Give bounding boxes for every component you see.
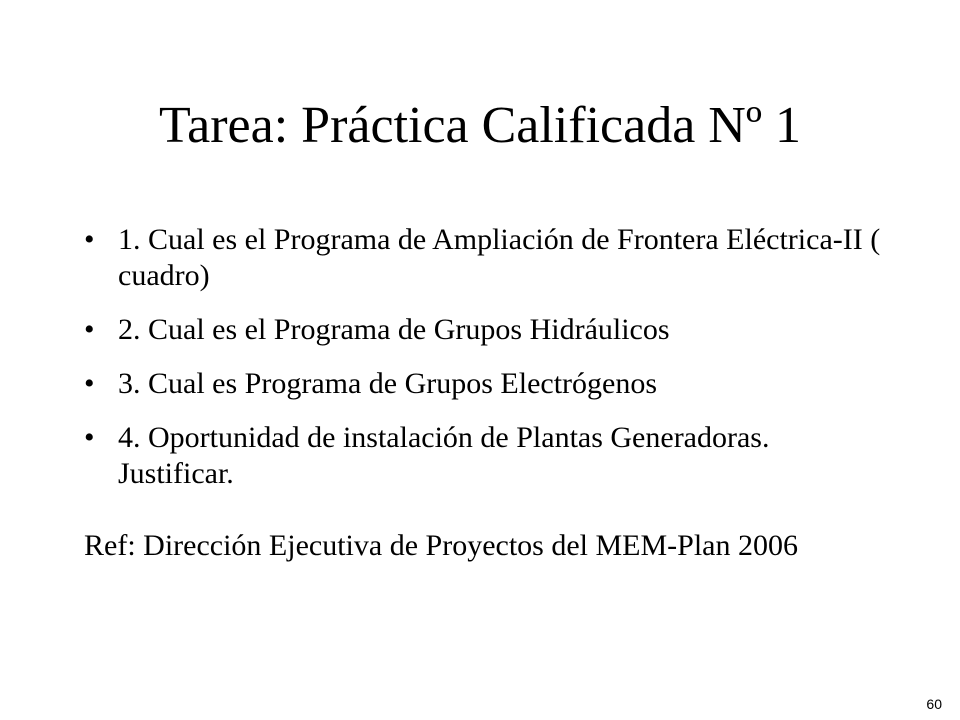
bullet-icon: • xyxy=(84,313,95,346)
slide-title: Tarea: Práctica Calificada Nº 1 xyxy=(159,97,801,154)
page-number: 60 xyxy=(926,696,942,712)
task-list xyxy=(84,222,884,510)
task-item-1 xyxy=(84,222,884,294)
task-item-2-text: 2. Cual es el Programa de Grupos Hidráulicos xyxy=(118,313,670,346)
bullet-icon: • xyxy=(84,367,95,400)
task-item-2 xyxy=(84,312,884,348)
task-item-3 xyxy=(84,366,884,402)
bullet-icon: • xyxy=(84,421,95,454)
task-item-3-text: 3. Cual es Programa de Grupos Electrógenos xyxy=(118,367,658,400)
task-item-1-text: 1. Cual es el Programa de Ampliación de Frontera Eléctrica-II ( cuadro) xyxy=(118,223,881,292)
task-item-4 xyxy=(84,420,884,492)
reference-text: Ref: Dirección Ejecutiva de Proyectos del MEM-Plan 2006 xyxy=(84,529,798,562)
bullet-icon: • xyxy=(84,223,95,256)
task-item-4-text: 4. Oportunidad de instalación de Plantas Generadoras. Justificar. xyxy=(118,421,770,490)
